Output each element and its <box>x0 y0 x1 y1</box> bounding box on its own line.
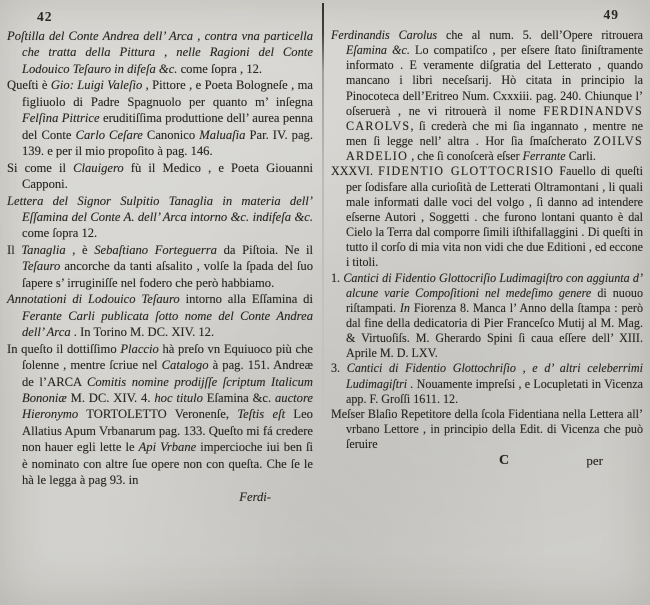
text-segment: Par. IV. pag. 139. e per il mio propoſito à pag. 146. <box>22 127 313 159</box>
text-segment: TORTOLETTO Veronenſe, <box>78 407 238 422</box>
text-segment: Canonico <box>142 127 200 142</box>
text-segment: Fiorenza 8. Manca l’ Anno della ſtampa : però dal fine della dedicatoria di Pier Franceſco Mutij al M. Mag. & Virtuoſiſs. M. Gherardo Spini ſi caua eſſere dell’ XIII. Aprile M. D. LXV. <box>346 300 643 361</box>
text-segment: Eſamina &c. <box>202 390 275 405</box>
text-segment: Ferdinandis Carolus <box>331 28 438 42</box>
paragraph <box>331 271 643 362</box>
text-segment: come ſopra 12. <box>22 226 98 241</box>
text-segment: , è <box>65 242 95 257</box>
text-segment: Teſauro <box>22 259 61 274</box>
text-segment: , che ſi conoſcerà eſser <box>408 149 523 164</box>
paragraph <box>331 164 643 270</box>
text-segment: Si come il <box>7 160 74 175</box>
text-segment: Placcio <box>120 341 159 356</box>
text-segment: Ferante Carli publicata ſotto nome del Conte Andrea dell’ Arca <box>22 308 313 340</box>
text-segment: come ſopra , 12. <box>180 61 263 76</box>
text-segment: da Piſtoia. Ne il <box>216 242 314 257</box>
catchword-left: Ferdi- <box>239 489 271 504</box>
signature-mark: C <box>499 453 510 469</box>
text-segment: Tanaglia <box>21 242 66 257</box>
paragraph <box>7 28 313 77</box>
paragraph <box>331 361 643 406</box>
text-segment: Comitis nomine prodijſſe ſcriptum Italicum Bononiæ <box>22 374 314 405</box>
text-segment: auctore Hieronymo <box>22 390 314 422</box>
text-segment: Gio: Luigi Valeſio <box>50 78 143 93</box>
text-segment: hà preſo vn Equiuoco più che ſolenne , mentre ſcriue nel <box>22 341 313 373</box>
text-segment: Catalogo <box>161 358 209 373</box>
paragraph <box>7 341 313 489</box>
page-number-right: 49 <box>603 7 619 22</box>
text-segment: Teſtis eſt <box>237 407 286 422</box>
text-segment: FERDINANDVS CAROLVS <box>346 103 643 133</box>
text-segment: Cantici di Fidentio Glottocriſio Ludimagiſtro con aggiunta d’ alcune varie Compoſitioni nel medeſimo genere <box>343 270 643 300</box>
right-column <box>331 0 643 469</box>
text-segment: , ſi crederà che mi ſia ingannato , mentre ne men ſi legge nell’ altra . Hor ſia ſmaſcherato <box>346 118 643 149</box>
text-segment: Clauigero <box>73 160 124 175</box>
paragraph <box>7 77 313 159</box>
paragraph <box>7 193 313 242</box>
text-segment: intorno alla Eſſamina di <box>179 292 313 307</box>
text-segment: Queſti è <box>7 78 51 93</box>
text-segment: XXXVI. <box>331 164 379 179</box>
text-segment: hoc titulo <box>154 390 203 405</box>
text-segment: In queſto il dottiſſimo <box>7 341 121 356</box>
text-segment: Cantici di Fidentio Glottochriſio , e d’ altri celeberrimi Ludimagiſtri . <box>346 361 643 391</box>
text-segment: , Pittore , e Poeta Bologneſe , ma figliuolo di Padre Spagnuolo per quanto m’ inſegna <box>22 78 313 109</box>
column-divider <box>322 3 324 433</box>
text-segment: eruditiſſima produttione dell’ aurea penna del Conte <box>22 111 313 142</box>
text-segment: Leo Allatius Apum Vrbanarum pag. 133. Queſto mi fá credere non hauer egli lette le <box>22 407 313 455</box>
text-segment: fù il Medico , e Poeta Giouanni Capponi. <box>22 160 313 192</box>
text-segment: Il <box>7 242 22 257</box>
text-segment: Ferrante <box>522 149 566 164</box>
text-segment: à pag. 151. Andreæ de l’ARCA <box>22 358 313 389</box>
paragraph <box>331 28 643 164</box>
text-segment: Api Vrbane <box>138 440 197 455</box>
paragraph <box>331 407 643 452</box>
text-segment: Nouamente impreſsi , e Locupletati in Vicenza app. F. Groſſi 1611. 12. <box>346 376 643 406</box>
paragraph <box>7 242 313 291</box>
paragraph <box>7 291 313 340</box>
text-segment: In <box>399 300 410 315</box>
text-segment: ZOILVS ARDELIO <box>346 134 643 164</box>
text-segment: 3. <box>331 361 347 376</box>
text-segment: Felſina Pittrice <box>22 111 100 126</box>
text-segment: che al num. 5. dell’Opere ritrouera <box>437 28 643 42</box>
paragraph <box>7 160 313 193</box>
catchword-right: per <box>586 453 603 469</box>
text-segment: . In Torino M. DC. XIV. 12. <box>70 325 215 340</box>
text-segment: M. DC. XIV. 4. <box>66 390 155 405</box>
signature-line <box>331 453 643 469</box>
text-segment: Eſamina &c. <box>346 43 410 58</box>
text-segment: ancorche da tanti aſsalito , volſe la ſpada del ſuo ſapere s’ irruginiſſe nel fodero che però habbiamo. <box>22 259 313 290</box>
text-segment: impercioche iui ben ſi è nominato con altre ſue opere non con queſta. Che ſe le hà le legga à pag 93. in <box>22 440 314 488</box>
text-segment: Meſser Blaſio Repetitore della ſcola Fidentiana nella Lettera all’ vrbano Lettore , in principio della Edit. di Vicenza che può ſeruire <box>331 406 643 452</box>
text-segment: Carli. <box>565 149 596 164</box>
text-segment: Lettera del Signor Sulpitio Tanaglia in materia dell’ Eſſamina del Conte A. dell’ Arca intorno &c. indifeſa &c. <box>7 193 313 224</box>
text-segment: 1. <box>331 270 344 285</box>
text-segment: Fauello di queſti per ſodisfare alla curioſità de Letterati Oltramontani , li quali male informati dalle voci del volgo , ſi danno ad intendere eſserne Autori , Soggetti . che furono lontani quanto è dal Cielo la Terra dal comporre ſimili iſthifallaggini . Di queſti in tutto il corſo di mia vita non vidi che due Editioni , ed eccone i titoli. <box>346 164 644 270</box>
left-column-text <box>7 28 313 489</box>
page-number-left: 42 <box>37 9 53 24</box>
text-segment: FIDENTIO GLOTTOCRISIO <box>378 164 555 179</box>
text-segment: Sebaſtiano Forteguerra <box>94 242 217 257</box>
left-column <box>7 0 313 506</box>
text-segment: Poſtilla del Conte Andrea dell’ Arca , contra vna particella che tratta della Pittura , nelle Ragioni del Conte Lodouico Teſauro in difeſa &c. <box>7 29 313 76</box>
text-segment: di nuouo riſtampati. <box>346 285 643 315</box>
text-segment: Annotationi di Lodouico Teſauro <box>7 292 180 307</box>
right-column-text <box>331 28 643 452</box>
text-segment: Lo compatiſco , per eſsere ſtato ſiniſtramente informato . E veramente diſgratia del Letterato , quando mancano i libri neceſsarij. Hò citata in principio la Pinocoteca dell’Eritreo Num. Cxxxiii. pag. 240. Chiunque l’ oſseruerà , ne vi ritrouerà il nome <box>346 43 643 118</box>
text-segment: Carlo Ceſare <box>75 127 143 142</box>
text-segment: Maluaſia <box>199 127 246 142</box>
